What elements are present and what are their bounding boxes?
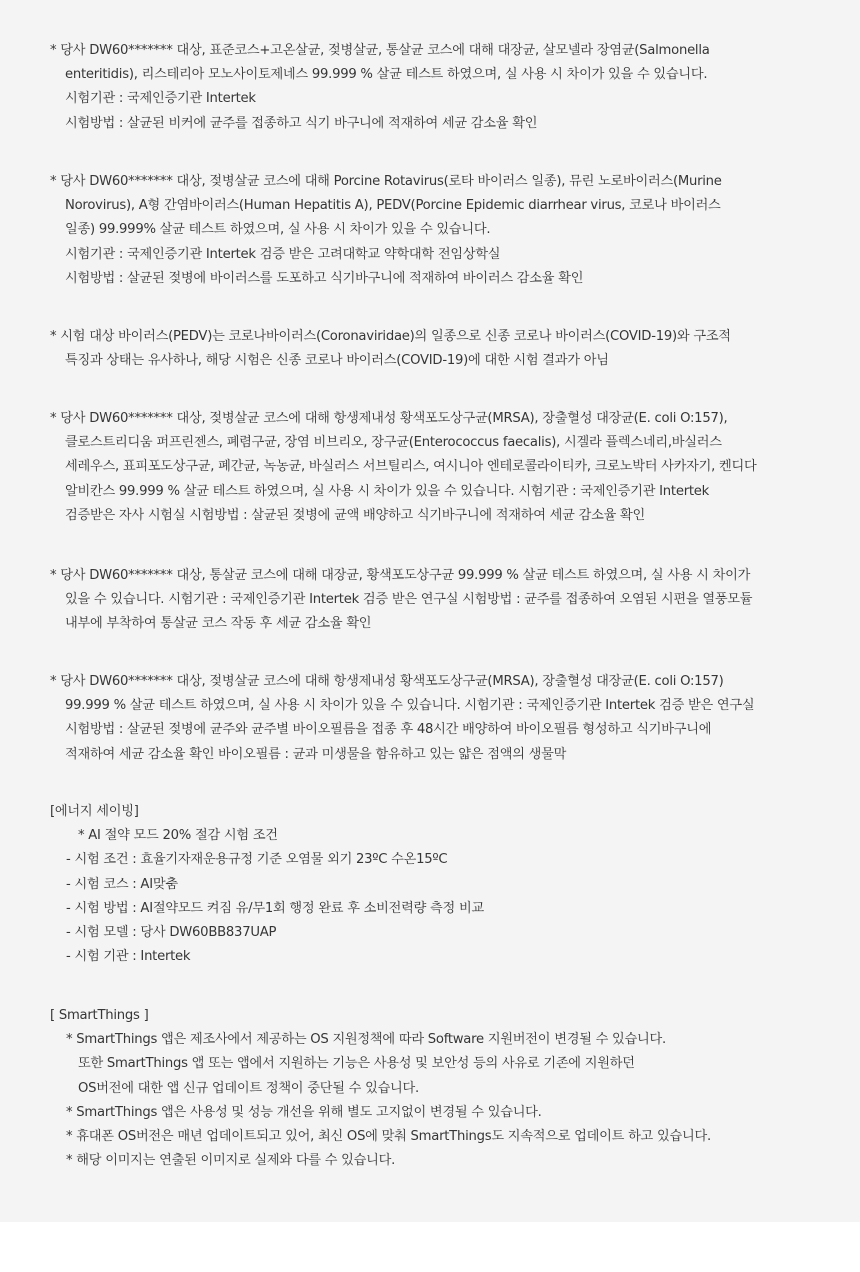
energy-saving-heading: [에너지 세이빙] xyxy=(50,804,139,819)
smartthings-note: * 휴대폰 OS버전은 매년 업데이트되고 있어, 최신 OS에 맞춰 SmartThings도 지속적으로 업데이트 하고 있습니다. xyxy=(66,1129,711,1145)
smartthings-note: * SmartThings 앱은 사용성 및 성능 개선을 위해 별도 고지없이 변경될 수 있습니다. xyxy=(66,1104,542,1120)
disclaimer-line: * 당사 DW60******* 대상, 젖병살균 코스에 대해 항생제내성 황색포도상구균(MRSA), 장출혈성 대장균(E. coli O:157), xyxy=(50,411,728,426)
disclaimer-pedv-note xyxy=(50,325,840,373)
disclaimer-line: * 당사 DW60******* 대상, 통살균 코스에 대해 대장균, 황색포도상구균 99.999 % 살균 테스트 하였으며, 실 사용 시 차이가 xyxy=(50,568,751,583)
test-method: 시험방법 : 살균된 젖병에 바이러스를 도포하고 식기바구니에 적재하여 바이러스 감소율 확인 xyxy=(65,270,584,286)
page-bottom-band xyxy=(0,1222,860,1272)
energy-test-item: - 시험 모델 : 당사 DW60BB837UAP xyxy=(66,925,277,941)
disclaimer-line: enteritidis), 리스테리아 모노사이토제네스 99.999 % 살균 테스트 하였으며, 실 사용 시 차이가 있을 수 있습니다. xyxy=(65,67,708,83)
disclaimer-line: 내부에 부착하여 통살균 코스 작동 후 세균 감소율 확인 xyxy=(65,616,372,632)
disclaimer-line: * 당사 DW60******* 대상, 젖병살균 코스에 대해 항생제내성 황색포도상구균(MRSA), 장출혈성 대장균(E. coli O:157) xyxy=(50,674,724,689)
disclaimer-line: * 당사 DW60******* 대상, 젖병살균 코스에 대해 Porcine Rotavirus(로타 바이러스 일종), 뮤린 노로바이러스(Murine xyxy=(50,174,722,189)
disclaimer-line: 특징과 상태는 유사하나, 해당 시험은 신종 코로나 바이러스(COVID-19)에 대한 시험 결과가 아님 xyxy=(65,353,609,369)
energy-saving-section xyxy=(50,800,840,969)
energy-test-item: - 시험 코스 : AI맞춤 xyxy=(66,876,178,892)
disclaimer-line: 있을 수 있습니다. 시험기관 : 국제인증기관 Intertek 검증 받은 연구실 시험방법 : 균주를 접종하여 오염된 시편을 열풍모듈 xyxy=(65,592,753,608)
disclaimer-line: 검증받은 자사 시험실 시험방법 : 살균된 젖병에 균액 배양하고 식기바구니에 적재하여 세균 감소율 확인 xyxy=(65,507,645,523)
energy-test-item: - 시험 조건 : 효율기자재운용규정 기준 오염물 외기 23ºC 수온15ºC xyxy=(66,852,448,868)
test-institution: 시험기관 : 국제인증기관 Intertek xyxy=(65,91,256,107)
disclaimer-line: * 시험 대상 바이러스(PEDV)는 코로나바이러스(Coronaviridae)의 일종으로 신종 코로나 바이러스(COVID-19)와 구조적 xyxy=(50,329,731,344)
disclaimer-line: 일종) 99.999% 살균 테스트 하였으며, 실 사용 시 차이가 있을 수 있습니다. xyxy=(65,222,491,238)
smartthings-note-continuation: 또한 SmartThings 앱 또는 앱에서 지원하는 기능은 사용성 및 보안성 등의 사유로 기존에 지원하던 xyxy=(78,1056,635,1072)
smartthings-note: * SmartThings 앱은 제조사에서 제공하는 OS 지원정책에 따라 Software 지원버전이 변경될 수 있습니다. xyxy=(66,1032,666,1048)
disclaimer-line: Norovirus), A형 간염바이러스(Human Hepatitis A), PEDV(Porcine Epidemic diarrhear virus, 코로나 바이러스 xyxy=(65,198,721,214)
disclaimer-line: * 당사 DW60******* 대상, 표준코스+고온살균, 젖병살균, 통살균 코스에 대해 대장균, 살모넬라 장염균(Salmonella xyxy=(50,43,710,58)
energy-saving-note: * AI 절약 모드 20% 절감 시험 조건 xyxy=(78,828,278,844)
energy-test-item: - 시험 기관 : Intertek xyxy=(66,949,191,965)
test-method: 시험방법 : 살균된 비커에 균주를 접종하고 식기 바구니에 적재하여 세균 감소율 확인 xyxy=(65,115,538,131)
smartthings-note-continuation: OS버전에 대한 앱 신규 업데이트 정책이 중단될 수 있습니다. xyxy=(78,1080,419,1096)
disclaimer-line: 시험방법 : 살균된 젖병에 균주와 균주별 바이오필름을 접종 후 48시간 배양하여 바이오필름 형성하고 식기바구니에 xyxy=(65,722,712,738)
disclaimer-line: 클로스트리디움 퍼프린젠스, 폐렴구균, 장염 비브리오, 장구균(Enterococcus faecalis), 시겔라 플렉스네리,바실러스 xyxy=(65,435,722,451)
smartthings-heading: [ SmartThings ] xyxy=(50,1008,149,1023)
disclaimer-sterilization-bacteria xyxy=(50,39,840,136)
disclaimer-whole-sterilization xyxy=(50,564,840,637)
disclaimer-line: 99.999 % 살균 테스트 하였으며, 실 사용 시 차이가 있을 수 있습니다. 시험기관 : 국제인증기관 Intertek 검증 받은 연구실 xyxy=(65,698,755,714)
test-institution: 시험기관 : 국제인증기관 Intertek 검증 받은 고려대학교 약학대학 전임상학실 xyxy=(65,246,501,262)
energy-test-item: - 시험 방법 : AI절약모드 켜짐 유/무1회 행정 완료 후 소비전력량 측정 비교 xyxy=(66,900,484,916)
disclaimer-sterilization-virus xyxy=(50,170,840,291)
disclaimer-line: 알비칸스 99.999 % 살균 테스트 하였으며, 실 사용 시 차이가 있을 수 있습니다. 시험기관 : 국제인증기관 Intertek xyxy=(65,483,710,499)
disclaimer-line: 적재하여 세균 감소율 확인 바이오필름 : 균과 미생물을 함유하고 있는 얇은 점액의 생물막 xyxy=(65,746,567,762)
disclaimer-biofilm xyxy=(50,670,840,767)
disclaimer-bottle-bacteria xyxy=(50,407,840,528)
disclaimer-line: 세레우스, 표피포도상구균, 폐간균, 녹농균, 바실러스 서브틸리스, 여시니아 엔테로콜라이티카, 크로노박터 사카자기, 켄디다 xyxy=(65,459,757,475)
smartthings-note: * 해당 이미지는 연출된 이미지로 실제와 다를 수 있습니다. xyxy=(66,1153,396,1169)
smartthings-section xyxy=(50,1004,840,1173)
